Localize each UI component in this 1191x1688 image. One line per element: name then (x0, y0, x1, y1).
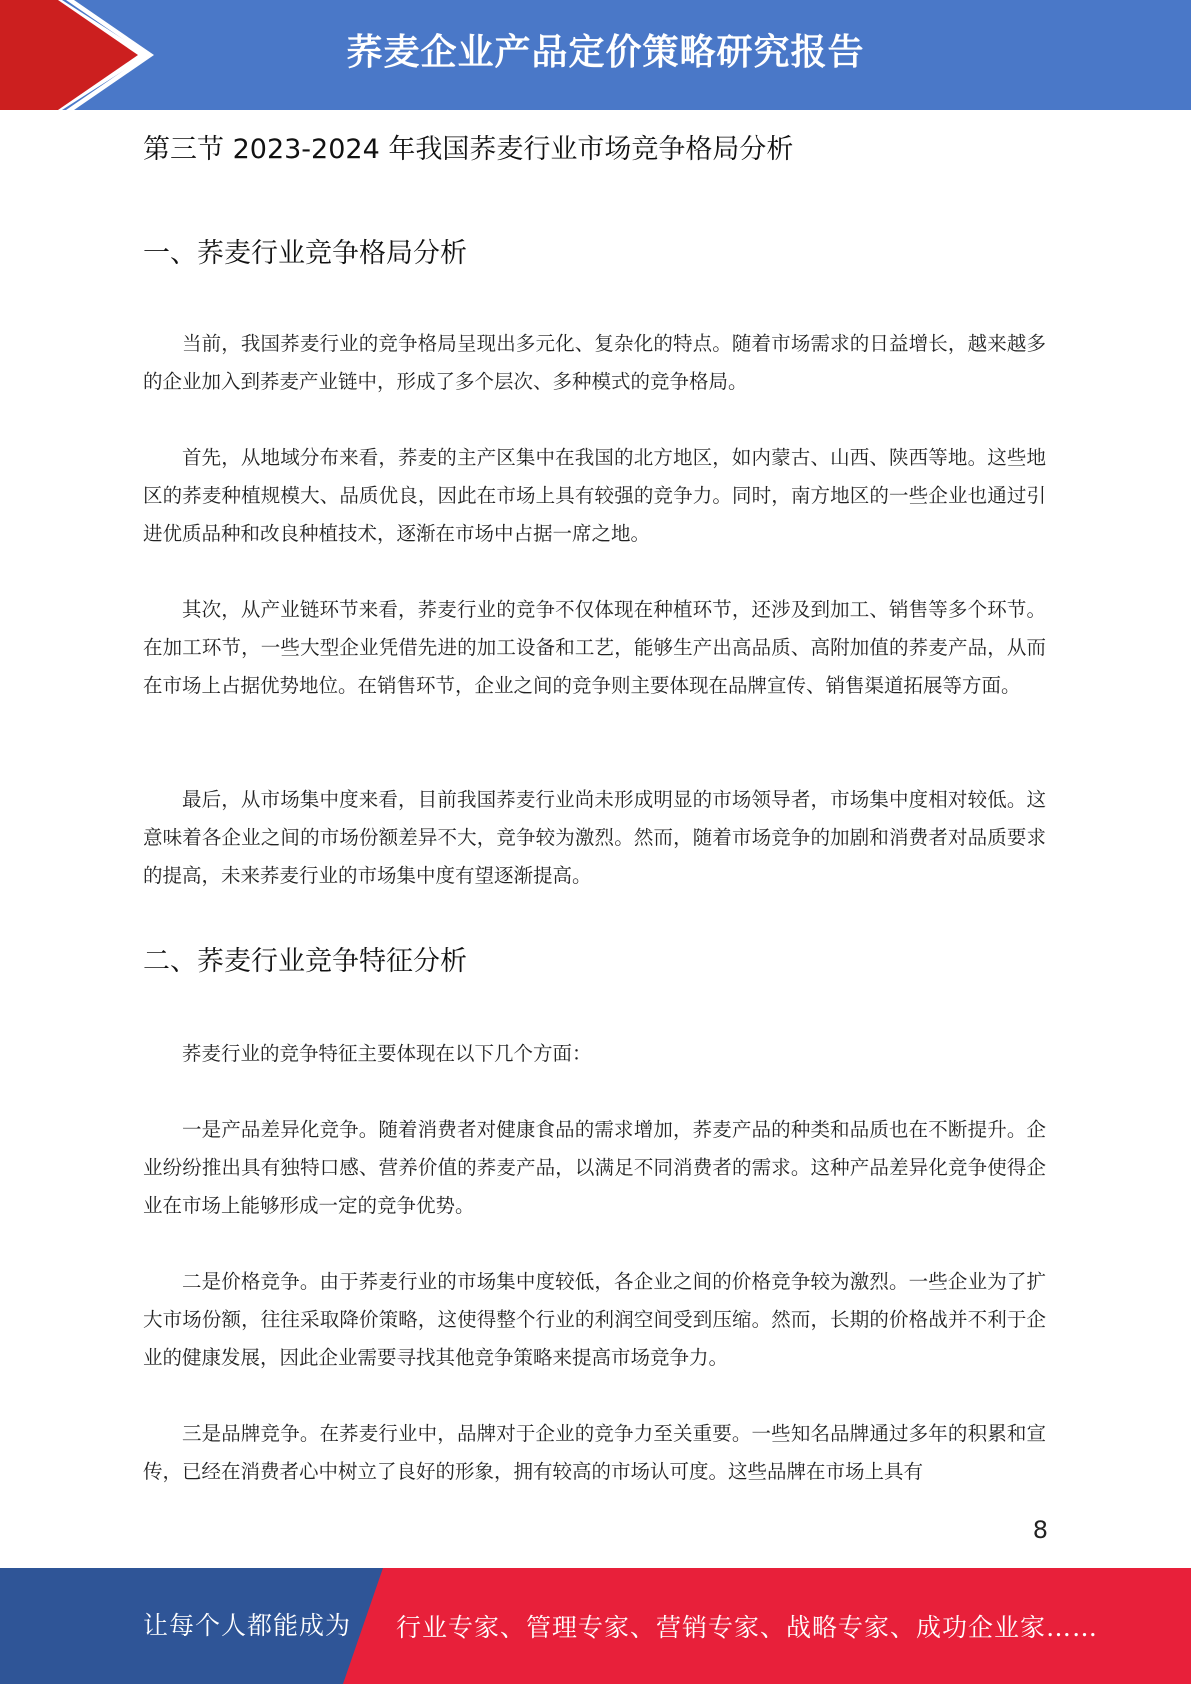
paragraph: 二是价格竞争。由于荞麦行业的市场集中度较低，各企业之间的价格竞争较为激烈。一些企业为了扩大市场份额，往往采取降价策略，这使得整个行业的利润空间受到压缩。然而，长期的价格战并不利于企业的健康发展，因此企业需要寻找其他竞争策略来提高市场竞争力。 (143, 1270, 1046, 1369)
paragraph: 荞麦行业的竞争特征主要体现在以下几个方面： (182, 1042, 592, 1065)
footer-band (0, 1568, 1191, 1684)
section-title: 第三节 2023-2024 年我国荞麦行业市场竞争格局分析 (143, 134, 794, 165)
paragraph: 最后，从市场集中度来看，目前我国荞麦行业尚未形成明显的市场领导者，市场集中度相对较低。这意味着各企业之间的市场份额差异不大，竞争较为激烈。然而，随着市场竞争的加剧和消费者对品质要求的提高，未来荞麦行业的市场集中度有望逐渐提高。 (143, 788, 1046, 887)
paragraph: 首先，从地域分布来看，荞麦的主产区集中在我国的北方地区，如内蒙古、山西、陕西等地。这些地区的荞麦种植规模大、品质优良，因此在市场上具有较强的竞争力。同时，南方地区的一些企业也通过引进优质品种和改良种植技术，逐渐在市场中占据一席之地。 (143, 446, 1046, 545)
paragraph: 当前，我国荞麦行业的竞争格局呈现出多元化、复杂化的特点。随着市场需求的日益增长，越来越多的企业加入到荞麦产业链中，形成了多个层次、多种模式的竞争格局。 (143, 332, 1046, 393)
paragraph: 三是品牌竞争。在荞麦行业中，品牌对于企业的竞争力至关重要。一些知名品牌通过多年的积累和宣传，已经在消费者心中树立了良好的形象，拥有较高的市场认可度。这些品牌在市场上具有 (143, 1422, 1046, 1483)
heading-competition-features: 二、荞麦行业竞争特征分析 (143, 946, 467, 977)
paragraph: 其次，从产业链环节来看，荞麦行业的竞争不仅体现在种植环节，还涉及到加工、销售等多个环节。在加工环节，一些大型企业凭借先进的加工设备和工艺，能够生产出高品质、高附加值的荞麦产品，从而在市场上占据优势地位。在销售环节，企业之间的竞争则主要体现在品牌宣传、销售渠道拓展等方面。 (143, 598, 1046, 697)
page-number: 8 (1032, 1516, 1048, 1544)
footer-slogan-left: 让每个人都能成为 (143, 1611, 352, 1640)
heading-competition-landscape: 一、荞麦行业竞争格局分析 (143, 238, 467, 269)
paragraph: 一是产品差异化竞争。随着消费者对健康食品的需求增加，荞麦产品的种类和品质也在不断提升。企业纷纷推出具有独特口感、营养价值的荞麦产品，以满足不同消费者的需求。这种产品差异化竞争使得企业在市场上能够形成一定的竞争优势。 (143, 1118, 1046, 1217)
report-title: 荞麦企业产品定价策略研究报告 (346, 32, 865, 73)
header-band (0, 0, 1191, 110)
footer-slogan-right: 行业专家、管理专家、营销专家、战略专家、成功企业家…… (396, 1613, 1099, 1642)
